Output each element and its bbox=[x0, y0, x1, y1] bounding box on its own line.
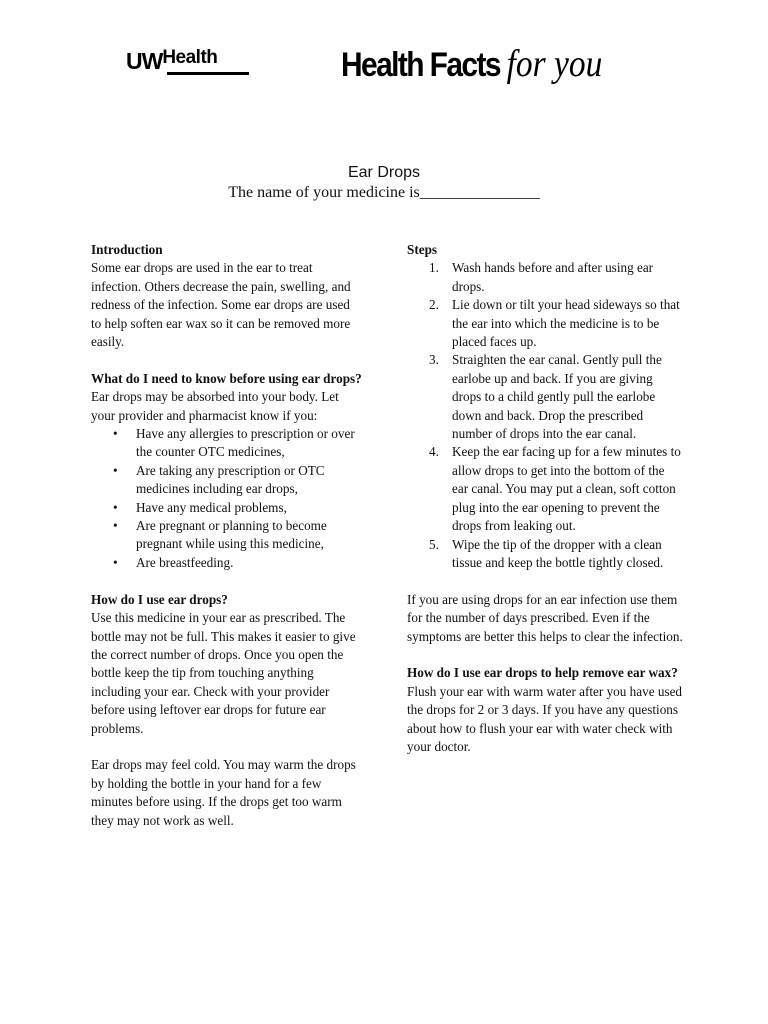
list-item: • Have any medical problems, bbox=[91, 499, 363, 517]
step-text: Lie down or tilt your head sideways so that the ear into which the medicine is to be placed faces up. bbox=[452, 297, 680, 350]
logo-underline bbox=[167, 72, 249, 75]
list-item: • Are breastfeeding. bbox=[91, 554, 363, 572]
intro-heading: Introduction bbox=[91, 242, 163, 257]
wax-text: Flush your ear with warm water after you have used the drops for 2 or 3 days. If you have any questions about how to flush your ear with water check with your doctor. bbox=[407, 683, 683, 754]
step-item bbox=[407, 296, 683, 351]
brand-for-you: for you bbox=[506, 43, 603, 85]
steps-heading: Steps bbox=[407, 242, 438, 257]
intro-text: Some ear drops are used in the ear to treat infection. Others decrease the pain, swelling, and redness of the infection. Some ear drops are used to help soften ear wax so it can be removed more easily. bbox=[91, 260, 351, 350]
step-text: Wipe the tip of the dropper with a clean tissue and keep the bottle tightly closed. bbox=[452, 536, 664, 570]
step-text: Keep the ear facing up for a few minutes to allow drops to get into the bottom of the ear canal. You may put a clean, soft cotton plug into the ear opening to prevent the drops from leaking out. bbox=[452, 444, 681, 534]
cold-text: Ear drops may feel cold. You may warm the drops by holding the bottle in your hand for a few minutes before using. If the drops get too warm they may not work as well. bbox=[91, 757, 356, 828]
health-facts-title bbox=[341, 42, 602, 86]
step-item bbox=[407, 351, 683, 443]
list-item: • Have any allergies to prescription or over the counter OTC medicines, bbox=[91, 425, 363, 462]
step-item bbox=[407, 536, 683, 573]
logo-uw-text: UW bbox=[126, 48, 163, 74]
document-title: Ear Drops bbox=[347, 164, 421, 181]
infection-text: If you are using drops for an ear infection use them for the number of days prescribed. Even if the symptoms are better this helps to clear the infection. bbox=[407, 591, 683, 644]
brand-title: Health Facts bbox=[341, 46, 500, 84]
step-number: 3. bbox=[429, 352, 439, 368]
uw-health-logo bbox=[126, 48, 217, 75]
step-number: 4. bbox=[429, 444, 439, 460]
step-number: 2. bbox=[429, 297, 439, 313]
list-item: • Are taking any prescription or OTC medicines including ear drops, bbox=[91, 462, 363, 499]
step-text: Straighten the ear canal. Gently pull the earlobe up and back. If you are giving drops to a child gently pull the earlobe down and back. Drop the prescribed number of drops into the ear canal. bbox=[452, 352, 662, 442]
use-text: Use this medicine in your ear as prescribed. The bottle may not be full. This makes it easier to give the correct number of drops. Once you open the bottle keep the tip from touching anything including your ear. Check with your provider before using leftover ear drops for future ear problems. bbox=[91, 610, 356, 736]
step-item bbox=[407, 443, 683, 535]
wax-heading: How do I use ear drops to help remove ear wax? bbox=[407, 665, 678, 681]
know-heading: What do I need to know before using ear drops? bbox=[91, 370, 362, 386]
logo-health-text: Health bbox=[162, 47, 218, 68]
steps-list bbox=[407, 259, 683, 572]
know-text: Ear drops may be absorbed into your body. Let your provider and pharmacist know if you: bbox=[91, 389, 339, 423]
right-column bbox=[407, 241, 683, 756]
step-number: 5. bbox=[429, 536, 439, 552]
list-item: • Are pregnant or planning to become pregnant while using this medicine, bbox=[91, 517, 363, 554]
step-text: Wash hands before and after using ear drops. bbox=[452, 260, 654, 294]
medicine-name-line: The name of your medicine is_______________ bbox=[228, 184, 540, 201]
use-heading: How do I use ear drops? bbox=[91, 591, 228, 607]
step-number: 1. bbox=[429, 260, 439, 276]
step-item bbox=[407, 259, 683, 296]
know-bullet-list bbox=[91, 425, 363, 572]
left-column bbox=[91, 241, 363, 830]
